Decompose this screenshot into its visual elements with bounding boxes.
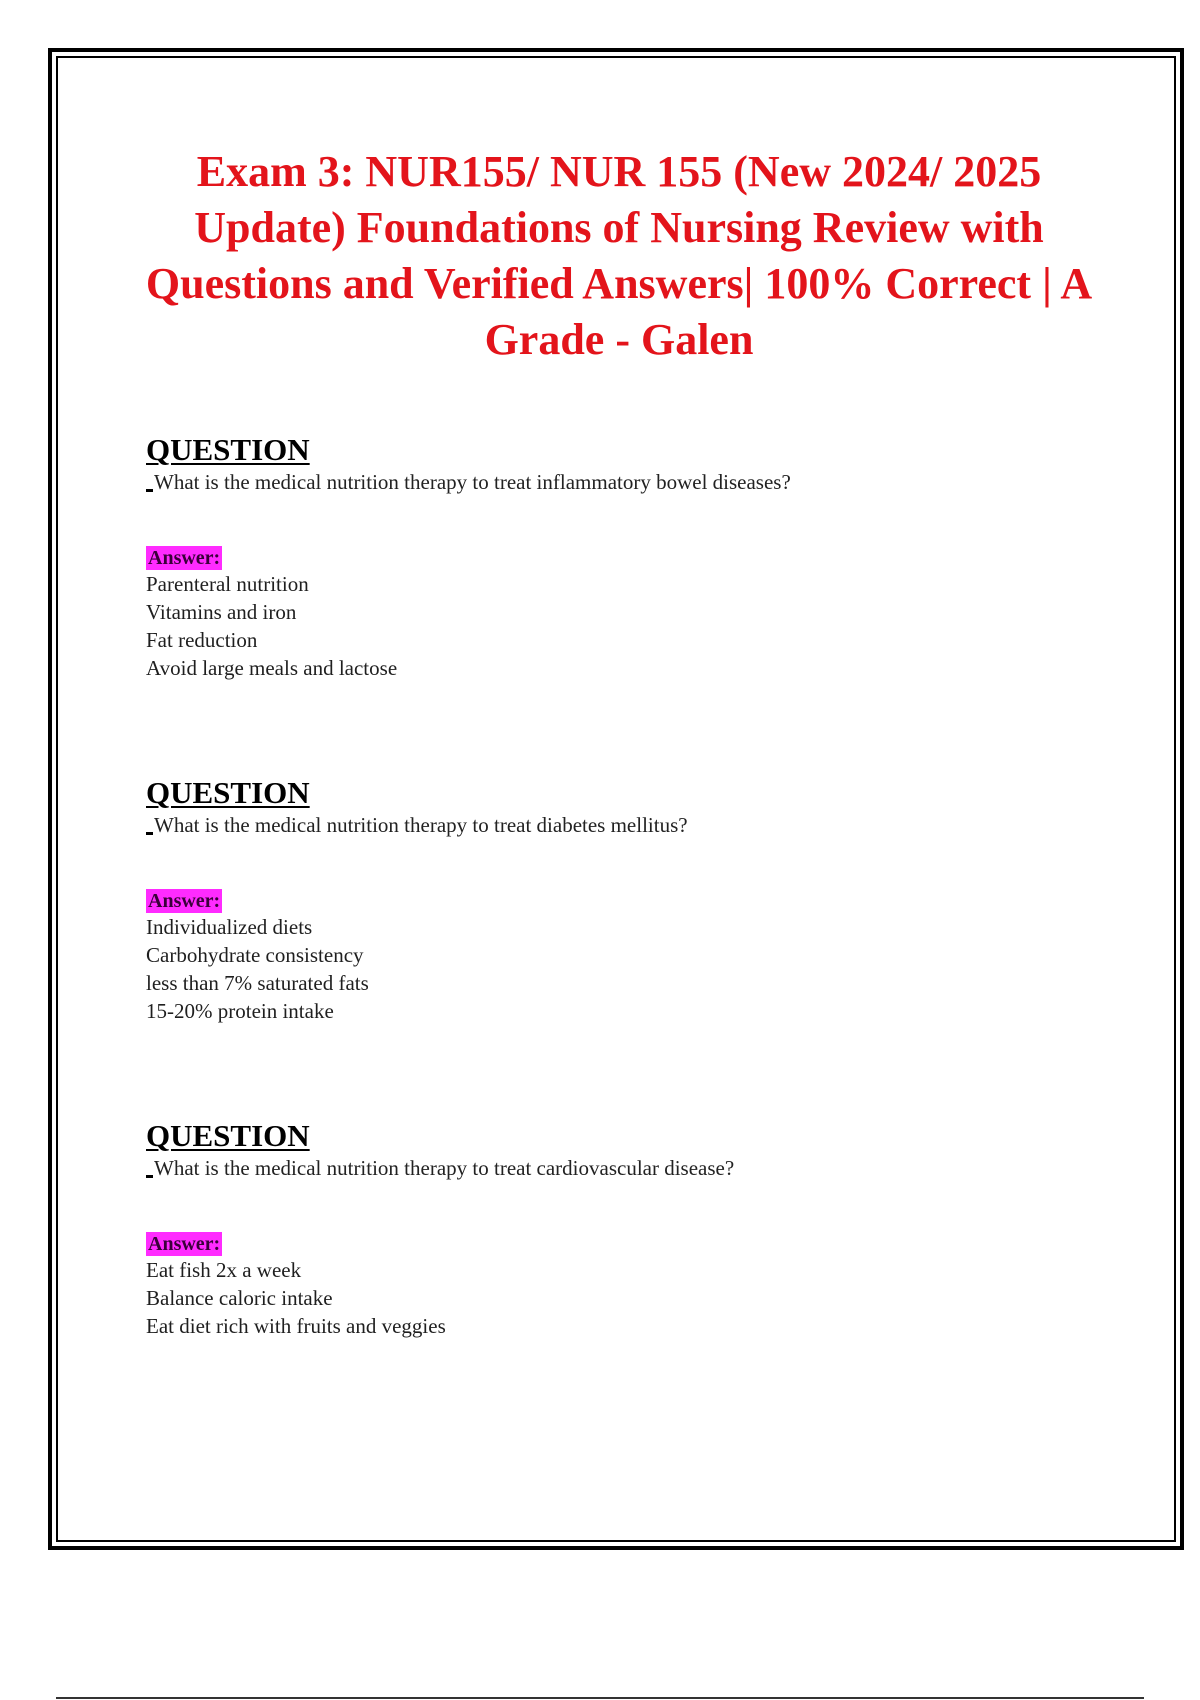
answer-item: Carbohydrate consistency	[146, 943, 364, 967]
answer-item: Avoid large meals and lactose	[146, 656, 398, 680]
qa-block	[146, 434, 1046, 682]
answer-list	[146, 1256, 1046, 1340]
question-text-content: What is the medical nutrition therapy to treat cardiovascular disease?	[154, 1156, 735, 1180]
qa-block	[146, 1120, 1046, 1340]
question-text-content: What is the medical nutrition therapy to treat diabetes mellitus?	[154, 813, 688, 837]
question-text	[146, 468, 1046, 496]
answer-item: less than 7% saturated fats	[146, 971, 369, 995]
answer-item: Eat diet rich with fruits and veggies	[146, 1314, 446, 1338]
answer-label: Answer:	[148, 547, 221, 569]
answer-item: Individualized diets	[146, 915, 313, 939]
question-text	[146, 811, 1046, 839]
answer-item: Eat fish 2x a week	[146, 1258, 302, 1282]
question-heading: QUESTION	[146, 775, 310, 810]
answer-list	[146, 570, 1046, 682]
question-heading: QUESTION	[146, 432, 310, 467]
footer-rule	[56, 1697, 1144, 1699]
question-text-content: What is the medical nutrition therapy to treat inflammatory bowel diseases?	[154, 470, 791, 494]
answer-item: Vitamins and iron	[146, 600, 297, 624]
question-marker	[146, 832, 153, 835]
answer-item: Fat reduction	[146, 628, 258, 652]
question-marker	[146, 489, 153, 492]
answer-label: Answer:	[148, 1233, 221, 1255]
answer-label: Answer:	[148, 890, 221, 912]
answer-item: Balance caloric intake	[146, 1286, 333, 1310]
question-heading: QUESTION	[146, 1118, 310, 1153]
question-text	[146, 1154, 1046, 1182]
answer-item: Parenteral nutrition	[146, 572, 309, 596]
qa-block	[146, 777, 1046, 1025]
answer-list	[146, 913, 1046, 1025]
answer-item: 15-20% protein intake	[146, 999, 334, 1023]
question-marker	[146, 1175, 153, 1178]
document-title: Exam 3: NUR155/ NUR 155 (New 2024/ 2025 Update) Foundations of Nursing Review with Questions and Verified Answers| 100% Correct | A Grade - Galen	[145, 147, 1093, 364]
